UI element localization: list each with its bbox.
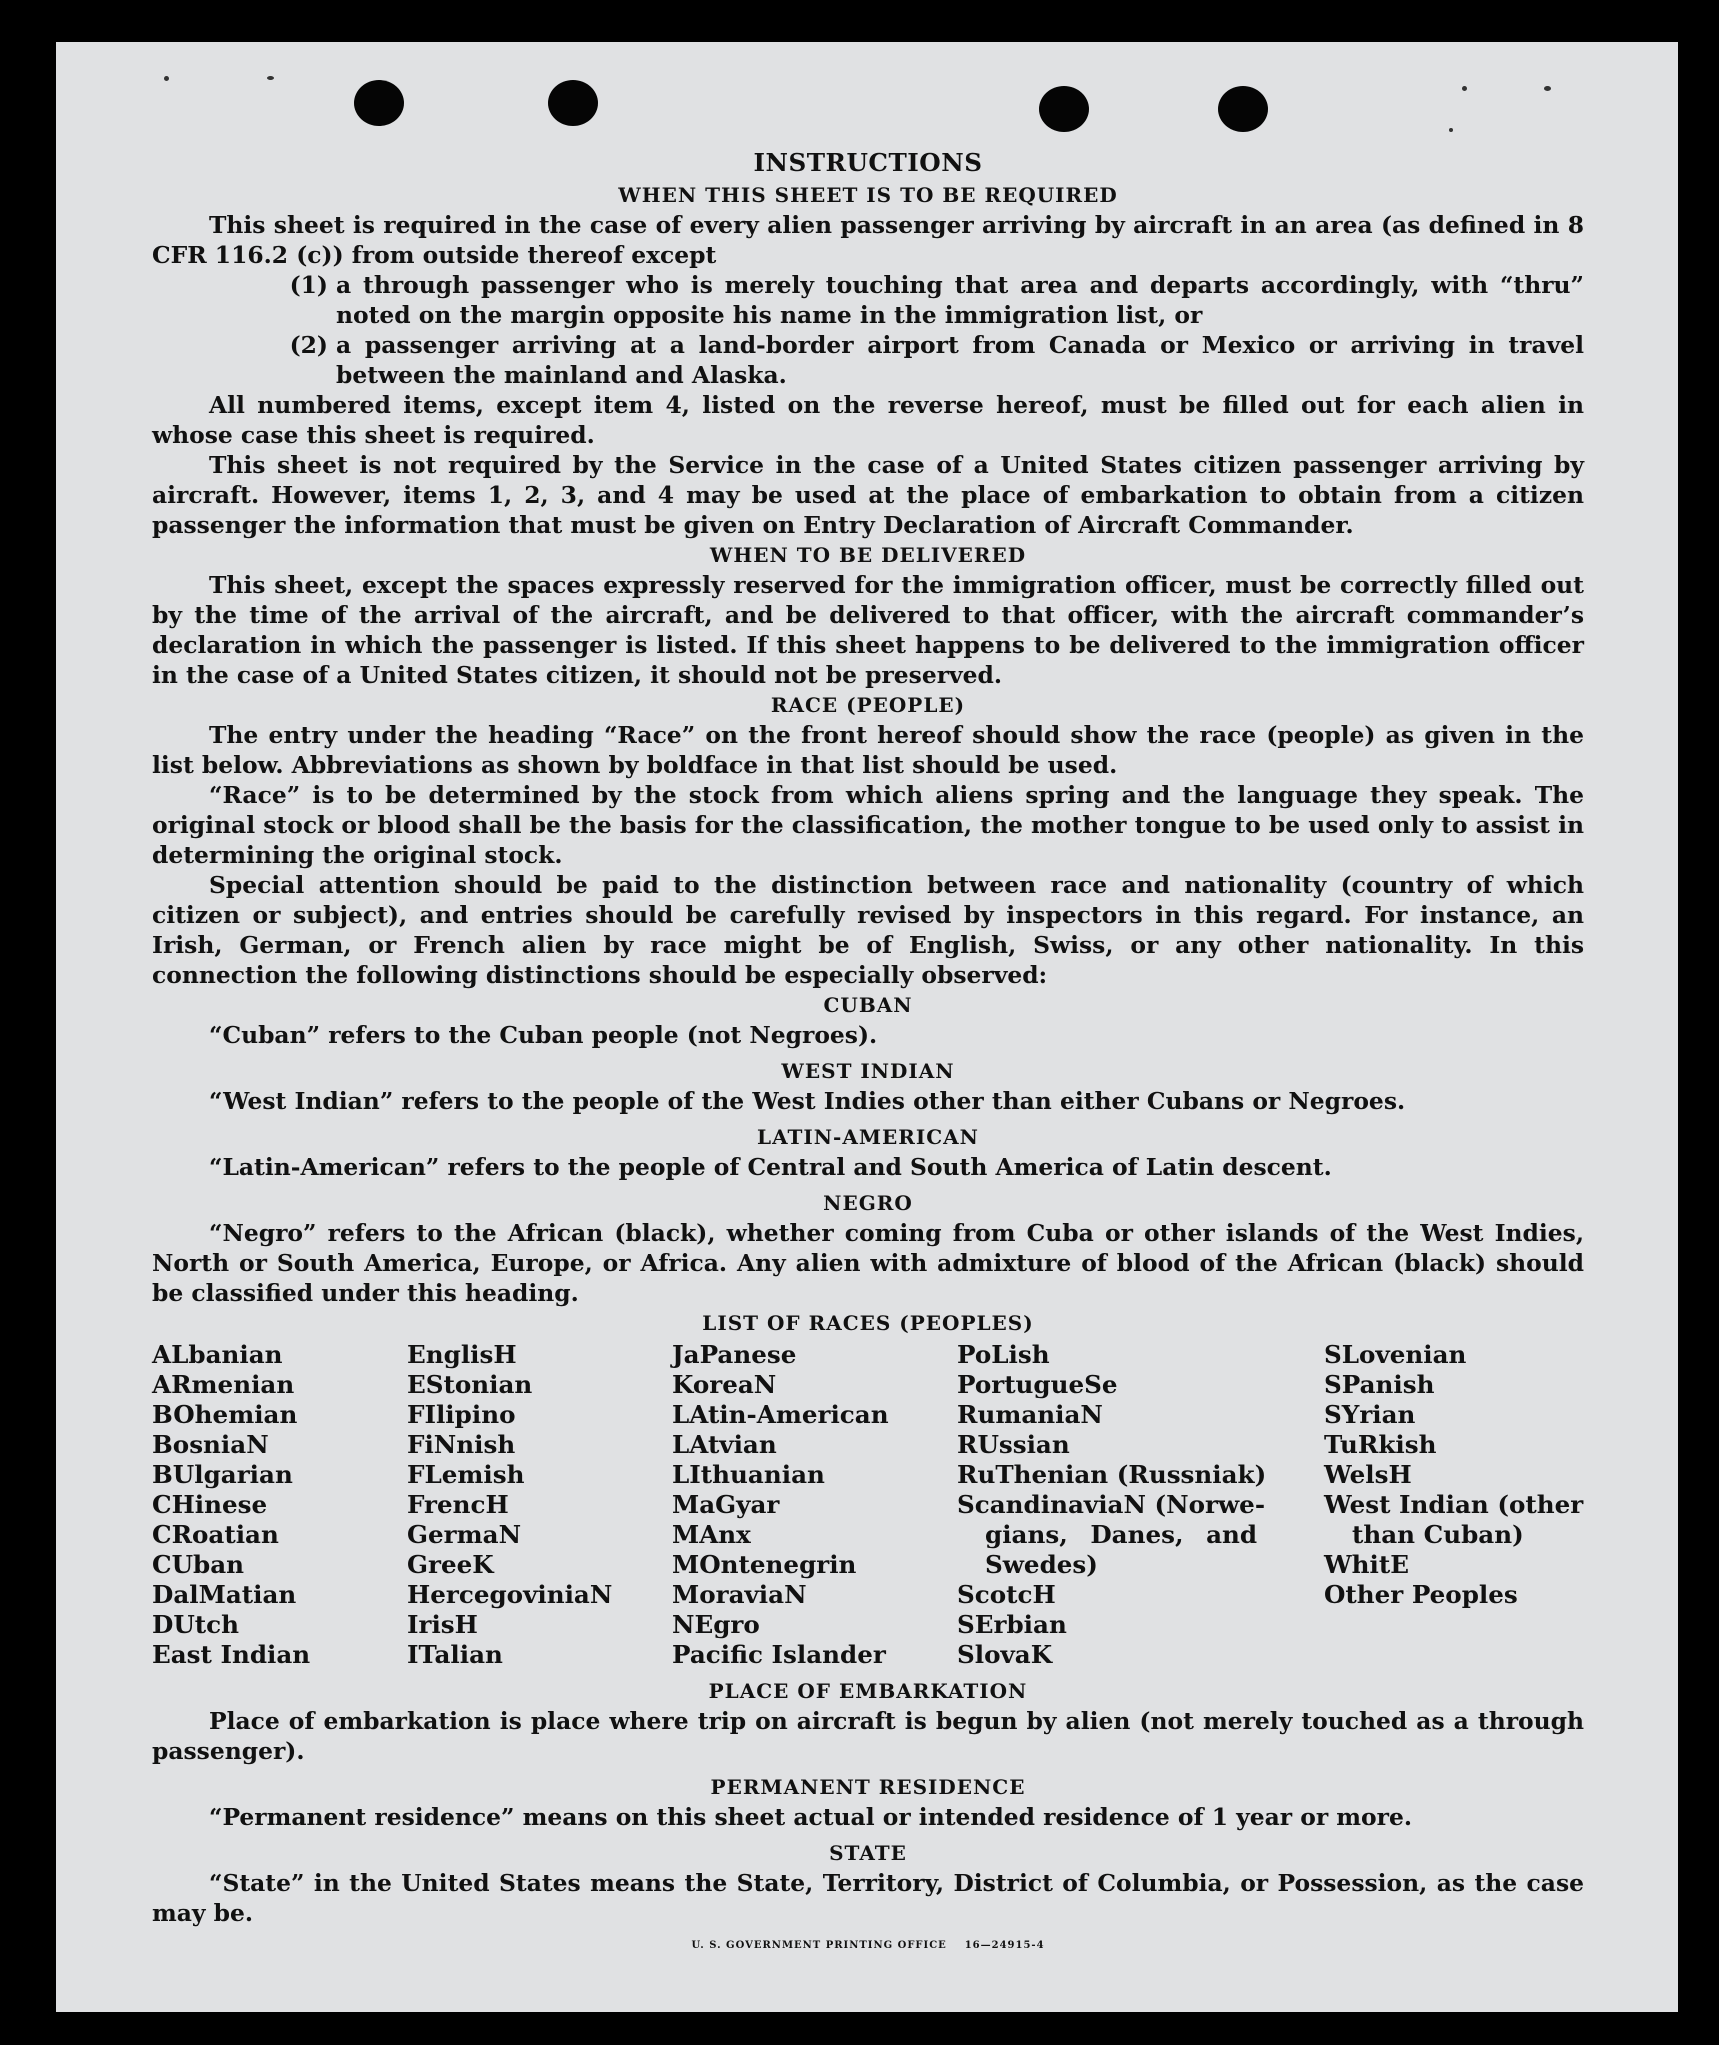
race-item: BUlgarian <box>152 1460 293 1489</box>
item-number: (1) <box>289 271 328 299</box>
race-item: JaPanese <box>672 1340 797 1369</box>
race-item: CUban <box>152 1550 245 1579</box>
races-list <box>152 1340 1584 1670</box>
section-heading: STATE <box>829 1841 907 1865</box>
section-heading: LATIN-AMERICAN <box>757 1125 979 1149</box>
paragraph: This sheet, except the spaces expressly reserved for the immigration officer, must be correctly filled out by the time of the arrival of the aircraft, and be delivered to that officer, with the aircraft commander’s declaration in which the passenger is listed. If this sheet happens to be delivered to the immigration officer in the case of a United States citizen, it should not be preserved. <box>152 571 1584 689</box>
paragraph: “Race” is to be determined by the stock from which aliens spring and the language they speak. The original stock or blood shall be the basis for the classification, the mother tongue to be used only to assist in determining the original stock. <box>152 781 1585 869</box>
speck <box>1449 128 1453 132</box>
paragraph: “Cuban” refers to the Cuban people (not Negroes). <box>209 1021 878 1049</box>
punch-hole <box>548 80 598 126</box>
race-item: RUssian <box>957 1430 1070 1459</box>
race-item: ITalian <box>407 1640 503 1669</box>
race-item: West Indian (other <box>1324 1490 1584 1519</box>
paragraph: “Negro” refers to the African (black), whether coming from Cuba or other islands of the West Indies, North or South America, Europe, or Africa. Any alien with admixture of blood of the African (black) should be classified under this heading. <box>152 1219 1584 1307</box>
race-item: GermaN <box>407 1520 522 1549</box>
race-item: than Cuban) <box>1352 1520 1524 1549</box>
race-item: IrisH <box>407 1610 478 1639</box>
race-item: MoraviaN <box>672 1580 807 1609</box>
paragraph: Place of embarkation is place where trip on aircraft is begun by alien (not merely touched as a through passenger). <box>152 1707 1584 1765</box>
punch-hole <box>1039 86 1089 132</box>
section-heading: PLACE OF EMBARKATION <box>708 1679 1028 1703</box>
race-item: CRoatian <box>152 1520 279 1549</box>
instructions-content <box>152 146 1584 1954</box>
race-item: PortugueSe <box>957 1370 1118 1399</box>
race-item: HercegoviniaN <box>407 1580 613 1609</box>
race-item: RumaniaN <box>957 1400 1103 1429</box>
race-item: MaGyar <box>672 1490 780 1519</box>
race-item: DalMatian <box>152 1580 297 1609</box>
race-item: SErbian <box>957 1610 1067 1639</box>
race-item: LIthuanian <box>672 1460 825 1489</box>
list-item <box>152 330 1584 390</box>
race-item: gians, Danes, and <box>985 1520 1258 1549</box>
paragraph: Special attention should be paid to the distinction between race and nationality (country of which citizen or subject), and entries should be carefully revised by inspectors in this regard. For instance, an Irish, German, or French alien by race might be of English, Swiss, or any other nationality. In this connection the following distinctions should be especially observed: <box>152 871 1584 989</box>
speck <box>164 76 169 81</box>
item-text: a through passenger who is merely touching that area and departs accordingly, with “thru” noted on the margin opposite his name in the immigration list, or <box>336 271 1584 329</box>
section-heading: WHEN TO BE DELIVERED <box>709 543 1027 567</box>
race-item: FrencH <box>407 1490 509 1519</box>
race-item: WhitE <box>1324 1550 1409 1579</box>
speck <box>1462 86 1467 91</box>
race-item: PoLish <box>957 1340 1050 1369</box>
race-item: FIlipino <box>407 1400 516 1429</box>
list-item <box>152 270 1584 330</box>
race-item: East Indian <box>152 1640 311 1669</box>
paragraph: The entry under the heading “Race” on the front hereof should show the race (people) as given in the list below. Abbreviations as shown by boldface in that list should be used. <box>152 721 1584 779</box>
race-item: RuThenian (Russniak) <box>957 1460 1267 1489</box>
page-title: INSTRUCTIONS <box>753 148 983 177</box>
race-item: ScotcH <box>957 1580 1056 1609</box>
races-column <box>957 1340 1324 1670</box>
race-item: SlovaK <box>957 1640 1053 1669</box>
speck <box>1544 86 1551 91</box>
race-item: DUtch <box>152 1610 239 1639</box>
section-heading: CUBAN <box>823 993 913 1017</box>
section-heading: LIST OF RACES (PEOPLES) <box>702 1311 1034 1335</box>
race-item: MOntenegrin <box>672 1550 857 1579</box>
section-heading: NEGRO <box>823 1191 913 1215</box>
section-heading: PERMANENT RESIDENCE <box>710 1775 1026 1799</box>
section-heading: WHEN THIS SHEET IS TO BE REQUIRED <box>618 183 1118 207</box>
race-item: GreeK <box>407 1550 494 1579</box>
race-item: FiNnish <box>407 1430 516 1459</box>
paragraph: “State” in the United States means the State, Territory, District of Columbia, or Possession, as the case may be. <box>152 1869 1584 1927</box>
race-item: ALbanian <box>152 1340 283 1369</box>
races-column <box>672 1340 957 1670</box>
races-column <box>152 1340 407 1670</box>
printer-imprint: U. S. GOVERNMENT PRINTING OFFICE 16—24915-4 <box>691 1940 1045 1951</box>
paragraph: “West Indian” refers to the people of the West Indies other than either Cubans or Negroes. <box>209 1087 1406 1115</box>
race-item: Other Peoples <box>1324 1580 1518 1609</box>
race-item: Swedes) <box>985 1550 1098 1579</box>
race-item: LAtin-American <box>672 1400 889 1429</box>
race-item: BOhemian <box>152 1400 298 1429</box>
item-number: (2) <box>289 331 328 359</box>
speck <box>267 76 274 80</box>
paragraph: This sheet is required in the case of every alien passenger arriving by aircraft in an area (as defined in 8 CFR 116.2 (c)) from outside thereof except <box>152 211 1584 269</box>
race-item: EStonian <box>407 1370 533 1399</box>
race-item: TuRkish <box>1324 1430 1437 1459</box>
race-item: Pacific Islander <box>672 1640 886 1669</box>
race-item: FLemish <box>407 1460 525 1489</box>
race-item: CHinese <box>152 1490 268 1519</box>
paragraph: “Permanent residence” means on this sheet actual or intended residence of 1 year or more. <box>209 1803 1412 1831</box>
race-item: BosniaN <box>152 1430 269 1459</box>
race-item: SLovenian <box>1324 1340 1467 1369</box>
race-item: EnglisH <box>407 1340 517 1369</box>
races-column <box>1324 1340 1584 1670</box>
paragraph: All numbered items, except item 4, listed on the reverse hereof, must be filled out for each alien in whose case this sheet is required. <box>152 391 1584 449</box>
punch-hole <box>1218 86 1268 132</box>
race-item: ARmenian <box>152 1370 295 1399</box>
section-heading: RACE (PEOPLE) <box>770 693 966 717</box>
item-text: a passenger arriving at a land-border airport from Canada or Mexico or arriving in travel between the mainland and Alaska. <box>336 331 1584 389</box>
race-item: KoreaN <box>672 1370 777 1399</box>
section-heading: WEST INDIAN <box>781 1059 955 1083</box>
race-item: MAnx <box>672 1520 751 1549</box>
document-sheet <box>56 42 1678 2012</box>
race-item: SPanish <box>1324 1370 1435 1399</box>
race-item: LAtvian <box>672 1430 777 1459</box>
race-item: SYrian <box>1324 1400 1416 1429</box>
race-item: NEgro <box>672 1610 760 1639</box>
punch-hole <box>354 80 404 126</box>
race-item: ScandinaviaN (Norwe- <box>957 1490 1266 1519</box>
paragraph: “Latin-American” refers to the people of Central and South America of Latin descent. <box>209 1153 1332 1181</box>
races-column <box>407 1340 672 1670</box>
paragraph: This sheet is not required by the Service in the case of a United States citizen passenger arriving by aircraft. However, items 1, 2, 3, and 4 may be used at the place of embarkation to obtain from a citizen passenger the information that must be given on Entry Declaration of Aircraft Commander. <box>152 451 1584 539</box>
race-item: WelsH <box>1324 1460 1412 1489</box>
